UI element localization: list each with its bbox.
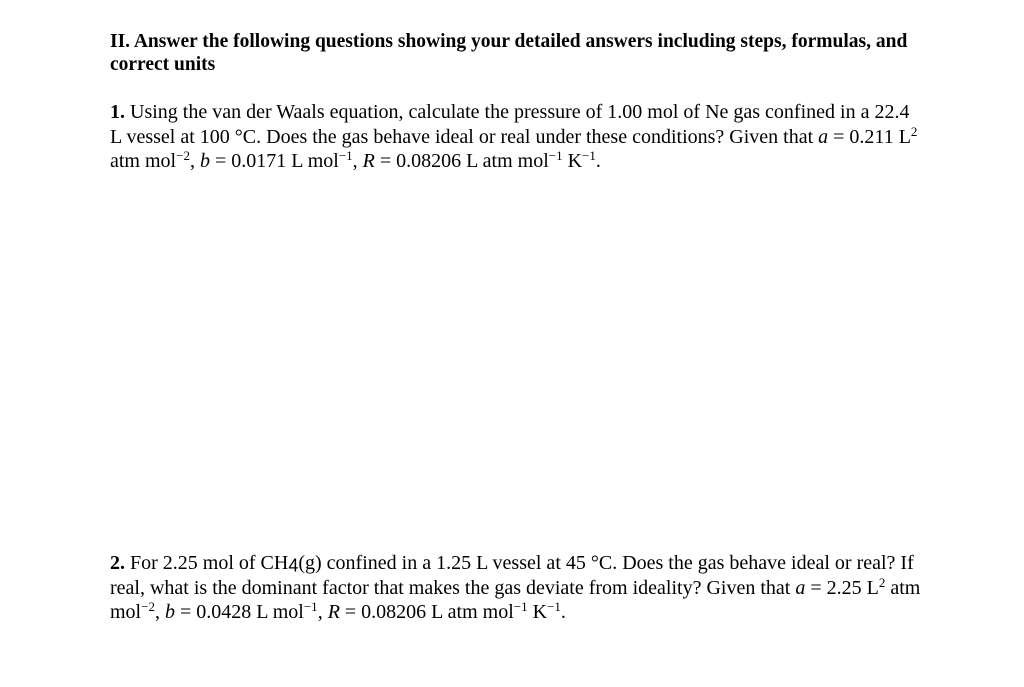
a-unit: atm mol <box>110 576 921 623</box>
a-value: = 0.211 L <box>828 125 911 148</box>
a-value: = 2.25 L <box>805 576 879 599</box>
sep: , <box>352 150 363 172</box>
r-value: = 0.08206 L atm mol <box>339 601 514 623</box>
a-unit-exp: −2 <box>176 147 190 163</box>
b-value: = 0.0428 L mol <box>174 601 304 623</box>
sep: , <box>317 601 328 623</box>
r-exp-k: −1 <box>547 598 561 614</box>
var-a: a <box>795 576 806 599</box>
a-unit-exp: −2 <box>141 598 155 614</box>
formula-subscript: 4 <box>288 555 299 576</box>
b-exp: −1 <box>303 598 318 614</box>
question-2 <box>110 551 922 625</box>
sep: , <box>154 601 165 623</box>
question-2-text-post: (g) confined in a 1.25 L vessel at 45 °C. Does the gas behave ideal or real? If real, what is the dominant factor that makes the gas deviate from ideality? Given that <box>110 552 914 599</box>
r-exp-k: −1 <box>582 147 596 163</box>
period: . <box>560 601 566 623</box>
a-unit: atm mol <box>110 150 177 172</box>
r-exp-mol: −1 <box>513 598 528 614</box>
question-2-number: 2. <box>110 552 125 574</box>
r-exp-mol: −1 <box>548 147 563 163</box>
b-exp: −1 <box>338 147 353 163</box>
sep: , <box>189 150 200 172</box>
r-kelvin: K <box>562 150 583 172</box>
question-1 <box>110 100 922 174</box>
question-2-text-pre: For 2.25 mol of CH <box>130 552 289 574</box>
r-value: = 0.08206 L atm mol <box>374 150 549 172</box>
var-b: b <box>199 150 210 172</box>
period: . <box>595 150 601 172</box>
section-heading: II. Answer the following questions showing your detailed answers including steps, formulas, and correct units <box>110 31 908 75</box>
var-r: R <box>327 601 340 623</box>
var-r: R <box>362 150 375 172</box>
a-exp: 2 <box>878 574 886 590</box>
r-kelvin: K <box>527 601 548 623</box>
question-1-text: Using the van der Waals equation, calculate the pressure of 1.00 mol of Ne gas confined in a 22.4 L vessel at 100 °C. Does the gas behave ideal or real under these conditions? Given that <box>110 101 910 148</box>
question-1-number: 1. <box>110 101 125 123</box>
var-a: a <box>818 125 829 148</box>
var-b: b <box>164 601 175 623</box>
a-exp: 2 <box>910 123 918 139</box>
b-value: = 0.0171 L mol <box>209 150 339 172</box>
